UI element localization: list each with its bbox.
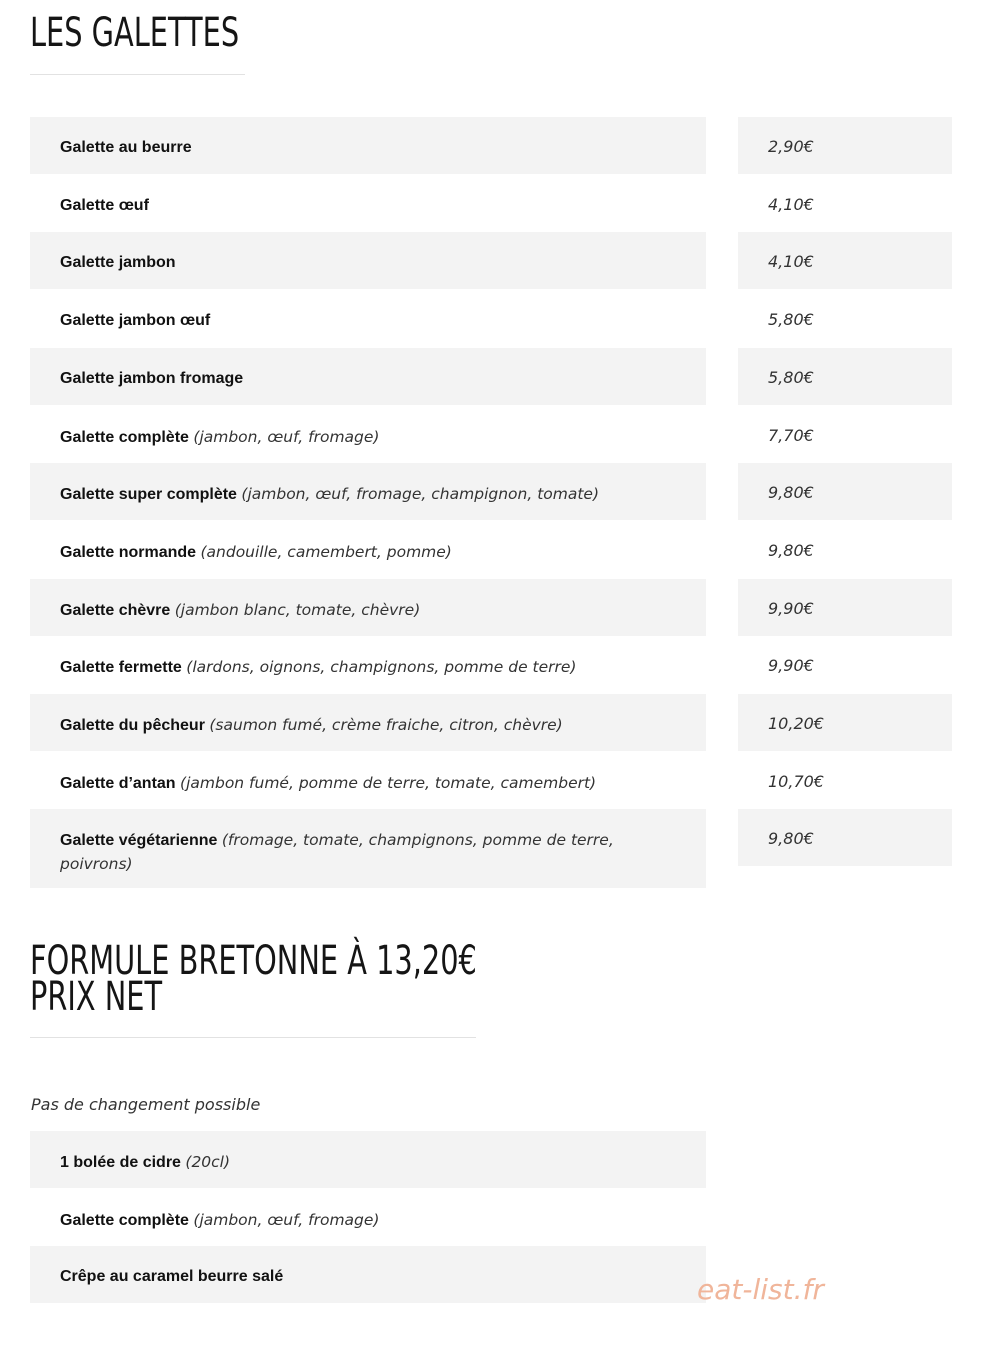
menu-item-description: (20cl) xyxy=(185,1153,231,1171)
menu-item-name: Galette super complète xyxy=(60,486,237,504)
section-title-formule xyxy=(30,938,477,1020)
menu-item-name-cell xyxy=(30,579,706,636)
menu-item-name-cell xyxy=(30,636,706,693)
menu-item-price: 2,90€ xyxy=(738,117,952,174)
menu-item-name: Galette normande xyxy=(60,543,197,561)
menu-item-name-cell xyxy=(30,1246,706,1303)
menu-item-name: Galette d’antan xyxy=(60,774,176,792)
menu-item-name: Galette jambon œuf xyxy=(60,312,211,330)
menu-item-name-cell xyxy=(30,752,706,809)
menu-item-price: 9,80€ xyxy=(738,809,952,866)
menu-item-description: (jambon, œuf, fromage) xyxy=(193,427,380,446)
menu-item-name-cell xyxy=(30,694,706,751)
menu-item-name-cell xyxy=(30,348,706,405)
menu-item-description: (jambon, œuf, fromage, champignon, tomate) xyxy=(241,485,600,504)
formule-note: Pas de changement possible xyxy=(31,1095,261,1114)
menu-item-name: Galette fermette xyxy=(60,659,182,677)
menu-item-name-cell xyxy=(30,175,706,232)
title-divider xyxy=(30,1037,476,1038)
menu-item-description: (andouille, camembert, pomme) xyxy=(200,542,452,561)
menu-item-price: 5,80€ xyxy=(768,310,814,330)
menu-item-price: 9,90€ xyxy=(768,656,814,676)
menu-item-price: 4,10€ xyxy=(768,194,814,214)
menu-item-description: (saumon fumé, crème fraiche, citron, chèvre) xyxy=(209,716,563,734)
menu-item-name: Galette du pêcheur xyxy=(60,717,205,734)
menu-item-name: Galette œuf xyxy=(60,196,149,214)
watermark-logo: eat-list.fr xyxy=(697,1273,824,1306)
menu-item-name-cell xyxy=(30,1189,706,1246)
menu-item-name-cell xyxy=(30,290,706,347)
menu-item-description: (jambon, œuf, fromage) xyxy=(193,1210,380,1229)
menu-item-description: (jambon fumé, pomme de terre, tomate, camembert) xyxy=(180,773,597,792)
menu-item-price: 9,80€ xyxy=(768,540,814,560)
menu-item-name-cell xyxy=(30,232,706,289)
menu-item-name: Galette au beurre xyxy=(60,139,192,156)
menu-item-name-cell xyxy=(30,1131,706,1188)
formule-title-line1: FORMULE BRETONNE À 13,20€ xyxy=(30,938,477,984)
section-title-galettes: LES GALETTES xyxy=(30,10,240,56)
menu-item-name: Galette végétarienne xyxy=(60,832,218,850)
menu-item-price: 5,80€ xyxy=(738,348,952,405)
menu-item-name-cell xyxy=(30,809,706,888)
menu-item-price: 9,80€ xyxy=(738,463,952,520)
menu-item-price: 10,70€ xyxy=(768,771,824,791)
menu-item-name-cell xyxy=(30,521,706,578)
menu-item-name: Galette jambon fromage xyxy=(60,369,244,387)
menu-item-price: 10,20€ xyxy=(738,694,952,751)
menu-item-price: 4,10€ xyxy=(738,232,952,289)
menu-item-name: 1 bolée de cidre xyxy=(60,1154,181,1171)
menu-item-name-cell xyxy=(30,406,706,463)
formule-title-line2: PRIX NET xyxy=(30,974,163,1020)
menu-item-description: (jambon blanc, tomate, chèvre) xyxy=(174,600,421,619)
title-divider xyxy=(30,74,245,75)
menu-item-name-cell xyxy=(30,463,706,520)
menu-item-name: Galette complète xyxy=(60,428,189,446)
menu-item-description: (lardons, oignons, champignons, pomme de terre) xyxy=(186,658,577,677)
menu-item-name: Galette chèvre xyxy=(60,601,171,619)
menu-item-name-cell xyxy=(30,117,706,174)
menu-item-name: Galette jambon xyxy=(60,254,176,272)
menu-item-name: Crêpe au caramel beurre salé xyxy=(60,1268,284,1286)
menu-item-name: Galette complète xyxy=(60,1211,189,1229)
menu-item-price: 7,70€ xyxy=(768,425,814,445)
menu-item-description: (fromage, tomate, champignons, pomme de terre, poivrons) xyxy=(60,831,614,873)
menu-item-price: 9,90€ xyxy=(738,579,952,636)
